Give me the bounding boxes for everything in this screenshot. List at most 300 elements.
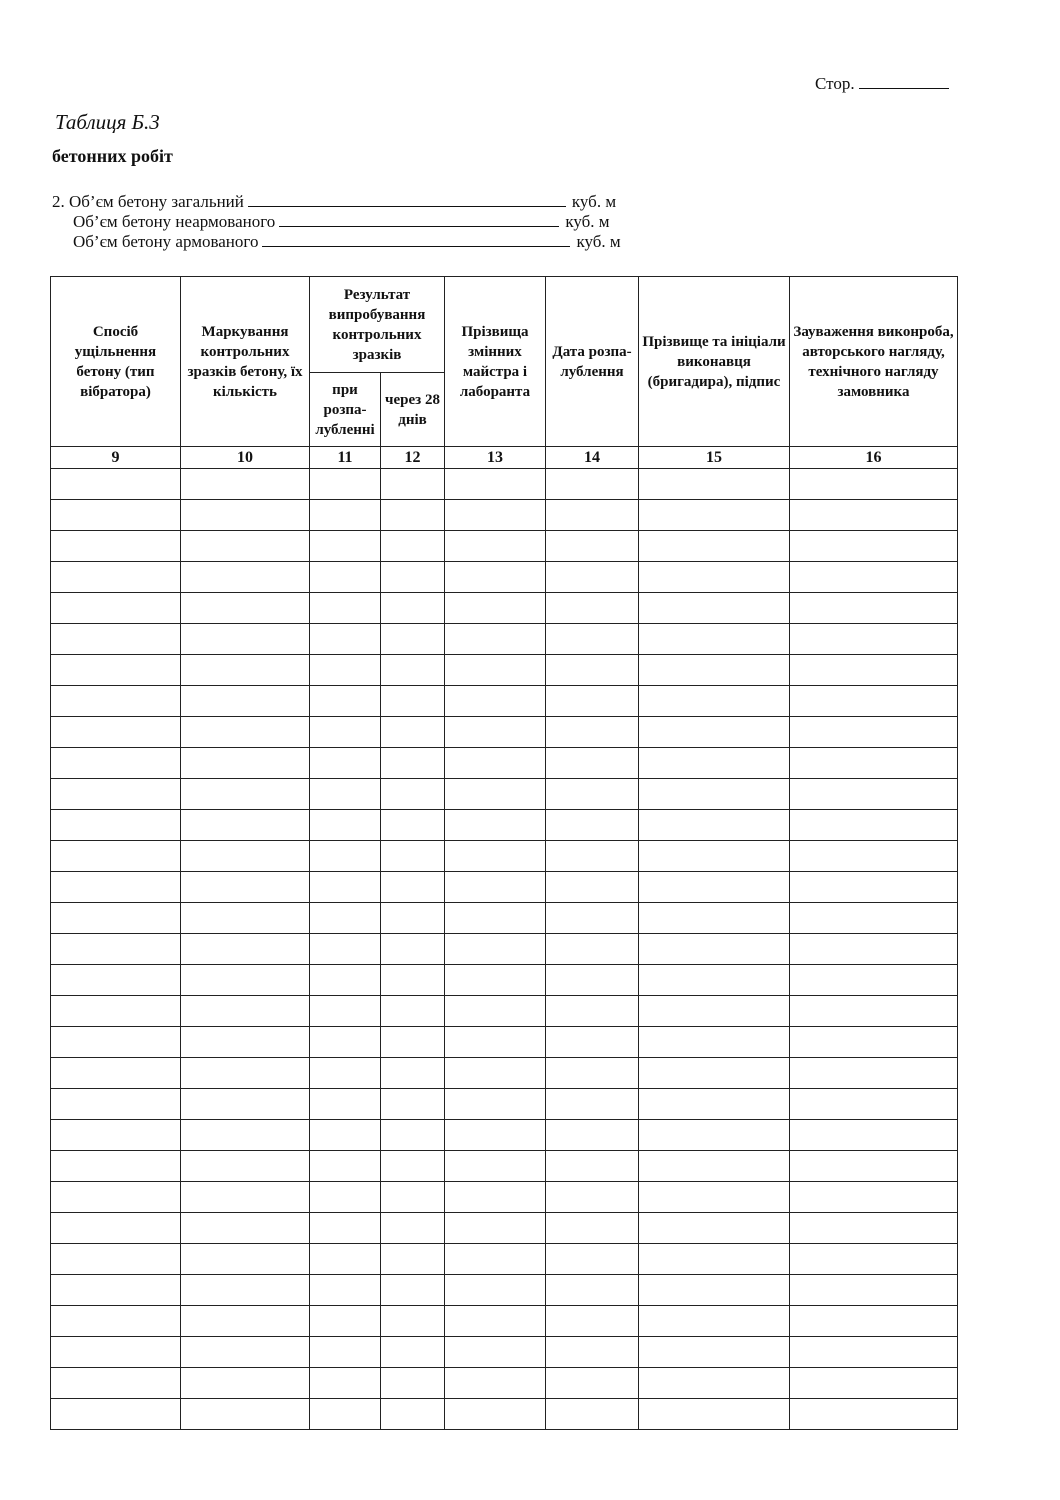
table-cell[interactable] [639,1368,790,1399]
table-cell[interactable] [790,1089,958,1120]
table-cell[interactable] [51,531,181,562]
table-cell[interactable] [310,996,381,1027]
table-cell[interactable] [639,531,790,562]
table-row [51,1027,958,1058]
table-cell[interactable] [639,1213,790,1244]
table-cell[interactable] [445,531,546,562]
table-cell[interactable] [790,872,958,903]
table-cell[interactable] [181,810,310,841]
table-cell[interactable] [381,965,445,996]
table-cell[interactable] [181,748,310,779]
table-cell[interactable] [381,717,445,748]
table-cell[interactable] [445,655,546,686]
table-cell[interactable] [445,717,546,748]
table-cell[interactable] [51,841,181,872]
table-cell[interactable] [310,810,381,841]
table-cell[interactable] [181,717,310,748]
table-cell[interactable] [51,1368,181,1399]
table-cell[interactable] [381,1058,445,1089]
table-cell[interactable] [310,624,381,655]
table-cell[interactable] [381,1120,445,1151]
table-cell[interactable] [639,903,790,934]
table-row [51,1306,958,1337]
table-cell[interactable] [790,810,958,841]
table-cell[interactable] [445,779,546,810]
table-cell[interactable] [310,562,381,593]
table-cell[interactable] [181,903,310,934]
table-cell[interactable] [639,996,790,1027]
table-cell[interactable] [51,872,181,903]
table-cell[interactable] [790,1213,958,1244]
volume-total-unit: куб. м [571,192,617,211]
table-cell[interactable] [790,1275,958,1306]
table-cell[interactable] [51,1399,181,1430]
table-cell[interactable] [51,779,181,810]
table-cell[interactable] [639,562,790,593]
table-cell[interactable] [790,1120,958,1151]
table-cell[interactable] [790,655,958,686]
table-cell[interactable] [181,872,310,903]
table-body [51,469,958,1430]
table-cell[interactable] [51,934,181,965]
table-cell[interactable] [310,1244,381,1275]
table-cell[interactable] [546,1027,639,1058]
table-cell[interactable] [445,810,546,841]
table-cell[interactable] [181,1058,310,1089]
table-cell[interactable] [181,1306,310,1337]
table-cell[interactable] [51,686,181,717]
table-cell[interactable] [445,965,546,996]
table-cell[interactable] [310,748,381,779]
table-row [51,1275,958,1306]
table-cell[interactable] [181,686,310,717]
table-cell[interactable] [51,1275,181,1306]
table-cell[interactable] [310,1275,381,1306]
table-cell[interactable] [381,810,445,841]
header-remarks: Зауваження виконроба, авторського нагляду, технічного нагляду замовника [790,277,958,447]
table-cell[interactable] [639,1058,790,1089]
table-cell[interactable] [51,1213,181,1244]
table-cell[interactable] [546,1306,639,1337]
table-cell[interactable] [51,624,181,655]
table-row [51,1337,958,1368]
table-cell[interactable] [310,655,381,686]
column-number: 13 [445,447,546,469]
table-cell[interactable] [639,810,790,841]
table-cell[interactable] [445,1089,546,1120]
table-cell[interactable] [445,1182,546,1213]
table-cell[interactable] [790,717,958,748]
table-cell[interactable] [790,469,958,500]
table-cell[interactable] [51,1337,181,1368]
table-cell[interactable] [381,624,445,655]
table-cell[interactable] [445,624,546,655]
table-cell[interactable] [51,1089,181,1120]
header-at-formwork-removal: при розпа-лубленні [310,373,381,447]
table-cell[interactable] [790,1306,958,1337]
concrete-volumes [52,192,621,252]
table-cell[interactable] [181,1275,310,1306]
table-cell[interactable] [639,655,790,686]
table-cell[interactable] [310,1337,381,1368]
table-cell[interactable] [381,531,445,562]
table-cell[interactable] [381,872,445,903]
table-cell[interactable] [181,1244,310,1275]
table-row [51,686,958,717]
table-cell[interactable] [310,500,381,531]
column-number: 14 [546,447,639,469]
table-cell[interactable] [546,531,639,562]
table-row [51,717,958,748]
table-cell[interactable] [639,872,790,903]
table-cell[interactable] [639,717,790,748]
table-cell[interactable] [381,1182,445,1213]
table-cell[interactable] [381,779,445,810]
table-cell[interactable] [790,1058,958,1089]
table-cell[interactable] [790,531,958,562]
table-cell[interactable] [790,624,958,655]
table-cell[interactable] [381,841,445,872]
table-cell[interactable] [181,1213,310,1244]
volume-reinforced-line [52,232,621,252]
table-cell[interactable] [546,1058,639,1089]
table-cell[interactable] [546,469,639,500]
table-title: бетонних робіт [52,146,173,166]
table-cell[interactable] [181,469,310,500]
table-cell[interactable] [790,1151,958,1182]
table-cell[interactable] [310,1027,381,1058]
table-row [51,965,958,996]
table-cell[interactable] [51,810,181,841]
table-cell[interactable] [381,562,445,593]
table-cell[interactable] [790,779,958,810]
table-cell[interactable] [310,469,381,500]
table-cell[interactable] [310,1151,381,1182]
page-number-field [815,74,949,94]
table-cell[interactable] [445,686,546,717]
table-cell[interactable] [639,686,790,717]
table-row [51,779,958,810]
table-cell[interactable] [310,1368,381,1399]
table-cell[interactable] [546,841,639,872]
table-cell[interactable] [445,1399,546,1430]
table-cell[interactable] [181,1399,310,1430]
table-cell[interactable] [310,779,381,810]
table-cell[interactable] [310,531,381,562]
table-cell[interactable] [445,1368,546,1399]
table-cell[interactable] [790,1368,958,1399]
table-cell[interactable] [181,1151,310,1182]
table-cell[interactable] [381,1275,445,1306]
table-cell[interactable] [546,1368,639,1399]
table-cell[interactable] [381,1368,445,1399]
table-cell[interactable] [546,934,639,965]
table-cell[interactable] [445,500,546,531]
table-cell[interactable] [181,1027,310,1058]
table-cell[interactable] [445,1151,546,1182]
table-cell[interactable] [546,810,639,841]
table-cell[interactable] [639,1089,790,1120]
table-cell[interactable] [51,748,181,779]
table-cell[interactable] [790,748,958,779]
volume-reinforced-unit: куб. м [576,232,621,251]
table-cell[interactable] [51,996,181,1027]
header-formwork-removal-date: Дата розпа-лублення [546,277,639,447]
header-sample-marking: Маркування контрольних зразків бетону, їх кількість [181,277,310,447]
table-cell[interactable] [546,717,639,748]
page-number-label: Стор. [815,74,855,93]
table-cell[interactable] [310,1089,381,1120]
table-cell[interactable] [445,872,546,903]
volume-total-blank[interactable] [248,194,566,207]
table-cell[interactable] [639,841,790,872]
table-row [51,872,958,903]
table-cell[interactable] [310,686,381,717]
table-cell[interactable] [546,1244,639,1275]
table-cell[interactable] [546,686,639,717]
table-cell[interactable] [546,903,639,934]
table-cell[interactable] [51,903,181,934]
table-cell[interactable] [790,1182,958,1213]
table-cell[interactable] [546,965,639,996]
table-cell[interactable] [310,1306,381,1337]
table-cell[interactable] [639,1275,790,1306]
table-cell[interactable] [181,965,310,996]
table-cell[interactable] [790,841,958,872]
table-cell[interactable] [445,903,546,934]
table-cell[interactable] [381,934,445,965]
table-cell[interactable] [445,841,546,872]
table-row [51,1089,958,1120]
table-cell[interactable] [790,593,958,624]
table-cell[interactable] [790,562,958,593]
table-cell[interactable] [51,1306,181,1337]
volume-unreinforced-unit: куб. м [565,212,610,231]
table-cell[interactable] [381,903,445,934]
table-cell[interactable] [445,1120,546,1151]
table-cell[interactable] [310,965,381,996]
table-cell[interactable] [181,500,310,531]
table-row [51,996,958,1027]
volume-unreinforced-blank[interactable] [279,214,559,227]
table-cell[interactable] [639,1399,790,1430]
table-cell[interactable] [51,500,181,531]
table-cell[interactable] [639,1182,790,1213]
table-cell[interactable] [790,934,958,965]
table-cell[interactable] [546,1399,639,1430]
header-executor-signature: Прізвище та ініціали виконавця (бригадира), підпис [639,277,790,447]
table-cell[interactable] [445,1275,546,1306]
table-cell[interactable] [310,903,381,934]
table-cell[interactable] [181,841,310,872]
table-cell[interactable] [546,1182,639,1213]
table-cell[interactable] [51,1058,181,1089]
table-cell[interactable] [181,531,310,562]
table-cell[interactable] [445,1027,546,1058]
table-cell[interactable] [639,965,790,996]
table-cell[interactable] [790,1337,958,1368]
table-cell[interactable] [639,1306,790,1337]
table-cell[interactable] [546,1120,639,1151]
table-cell[interactable] [546,500,639,531]
table-cell[interactable] [546,1151,639,1182]
header-after-28-days: через 28 днів [381,373,445,447]
table-row [51,562,958,593]
table-cell[interactable] [445,934,546,965]
table-cell[interactable] [445,1337,546,1368]
table-cell[interactable] [381,1337,445,1368]
table-row [51,748,958,779]
table-cell[interactable] [445,1213,546,1244]
column-number: 16 [790,447,958,469]
table-cell[interactable] [181,562,310,593]
page-number-blank[interactable] [859,74,949,89]
table-cell[interactable] [181,1368,310,1399]
table-cell[interactable] [51,1244,181,1275]
table-cell[interactable] [445,1244,546,1275]
table-cell[interactable] [546,748,639,779]
table-cell[interactable] [639,624,790,655]
table-cell[interactable] [639,1151,790,1182]
table-cell[interactable] [546,655,639,686]
table-cell[interactable] [181,996,310,1027]
table-cell[interactable] [51,1151,181,1182]
table-cell[interactable] [51,593,181,624]
table-row [51,841,958,872]
table-cell[interactable] [546,624,639,655]
table-cell[interactable] [181,1120,310,1151]
table-cell[interactable] [181,1182,310,1213]
table-cell[interactable] [51,655,181,686]
table-cell[interactable] [639,1027,790,1058]
table-cell[interactable] [310,872,381,903]
table-cell[interactable] [790,965,958,996]
table-cell[interactable] [310,593,381,624]
table-cell[interactable] [790,686,958,717]
table-cell[interactable] [381,655,445,686]
table-cell[interactable] [445,593,546,624]
table-cell[interactable] [546,562,639,593]
table-cell[interactable] [445,1306,546,1337]
table-row [51,903,958,934]
concrete-works-table [50,276,958,1430]
table-cell[interactable] [790,500,958,531]
table-cell[interactable] [181,1089,310,1120]
table-cell[interactable] [639,779,790,810]
table-cell[interactable] [546,872,639,903]
table-row [51,1244,958,1275]
table-cell[interactable] [181,779,310,810]
table-cell[interactable] [546,996,639,1027]
table-cell[interactable] [310,1058,381,1089]
table-cell[interactable] [639,934,790,965]
table-cell[interactable] [546,593,639,624]
table-cell[interactable] [546,1275,639,1306]
table-row [51,1120,958,1151]
table-cell[interactable] [381,1306,445,1337]
table-cell[interactable] [639,500,790,531]
table-cell[interactable] [310,1213,381,1244]
table-cell[interactable] [51,1182,181,1213]
table-cell[interactable] [790,1244,958,1275]
table-row [51,655,958,686]
table-cell[interactable] [310,1182,381,1213]
table-cell[interactable] [181,655,310,686]
table-cell[interactable] [445,748,546,779]
table-cell[interactable] [639,593,790,624]
table-cell[interactable] [51,562,181,593]
header-foreman-lab-names: Прізвища змінних майстра і лаборанта [445,277,546,447]
column-number: 11 [310,447,381,469]
table-cell[interactable] [445,562,546,593]
table-cell[interactable] [546,1337,639,1368]
table-cell[interactable] [381,500,445,531]
table-cell[interactable] [381,1213,445,1244]
table-cell[interactable] [381,748,445,779]
table-cell[interactable] [51,469,181,500]
volume-reinforced-blank[interactable] [262,234,570,247]
table-cell[interactable] [445,1058,546,1089]
volume-unreinforced-label: Об’єм бетону неармованого [73,212,276,231]
table-cell[interactable] [310,1399,381,1430]
table-cell[interactable] [639,1337,790,1368]
table-cell[interactable] [51,1027,181,1058]
table-cell[interactable] [381,686,445,717]
table-cell[interactable] [381,1399,445,1430]
table-cell[interactable] [445,469,546,500]
table-cell[interactable] [181,593,310,624]
table-cell[interactable] [790,1399,958,1430]
table-cell[interactable] [181,624,310,655]
table-row [51,934,958,965]
table-row [51,810,958,841]
volume-total-label: 2. Об’єм бетону загальний [52,192,244,211]
table-cell[interactable] [310,841,381,872]
table-cell[interactable] [51,965,181,996]
volume-unreinforced-line [52,212,621,232]
table-cell[interactable] [639,748,790,779]
table-cell[interactable] [381,469,445,500]
table-cell[interactable] [310,934,381,965]
table-cell[interactable] [381,996,445,1027]
table-cell[interactable] [445,996,546,1027]
table-cell[interactable] [381,1244,445,1275]
table-cell[interactable] [639,1120,790,1151]
table-cell[interactable] [51,717,181,748]
table-cell[interactable] [546,1089,639,1120]
table-cell[interactable] [181,1337,310,1368]
table-cell[interactable] [546,779,639,810]
column-number: 12 [381,447,445,469]
table-cell[interactable] [181,934,310,965]
table-cell[interactable] [639,469,790,500]
header-compaction-method: Спосіб ущільнення бетону (тип вібратора) [51,277,181,447]
table-cell[interactable] [310,1120,381,1151]
table-cell[interactable] [51,1120,181,1151]
column-number: 10 [181,447,310,469]
table-cell[interactable] [639,1244,790,1275]
table-cell[interactable] [546,1213,639,1244]
table-cell[interactable] [381,593,445,624]
table-cell[interactable] [790,996,958,1027]
table-cell[interactable] [381,1027,445,1058]
table-cell[interactable] [790,1027,958,1058]
table-cell[interactable] [790,903,958,934]
table-cell[interactable] [381,1151,445,1182]
table-cell[interactable] [310,717,381,748]
table-caption: Таблиця Б.3 [55,110,160,134]
table-cell[interactable] [381,1089,445,1120]
